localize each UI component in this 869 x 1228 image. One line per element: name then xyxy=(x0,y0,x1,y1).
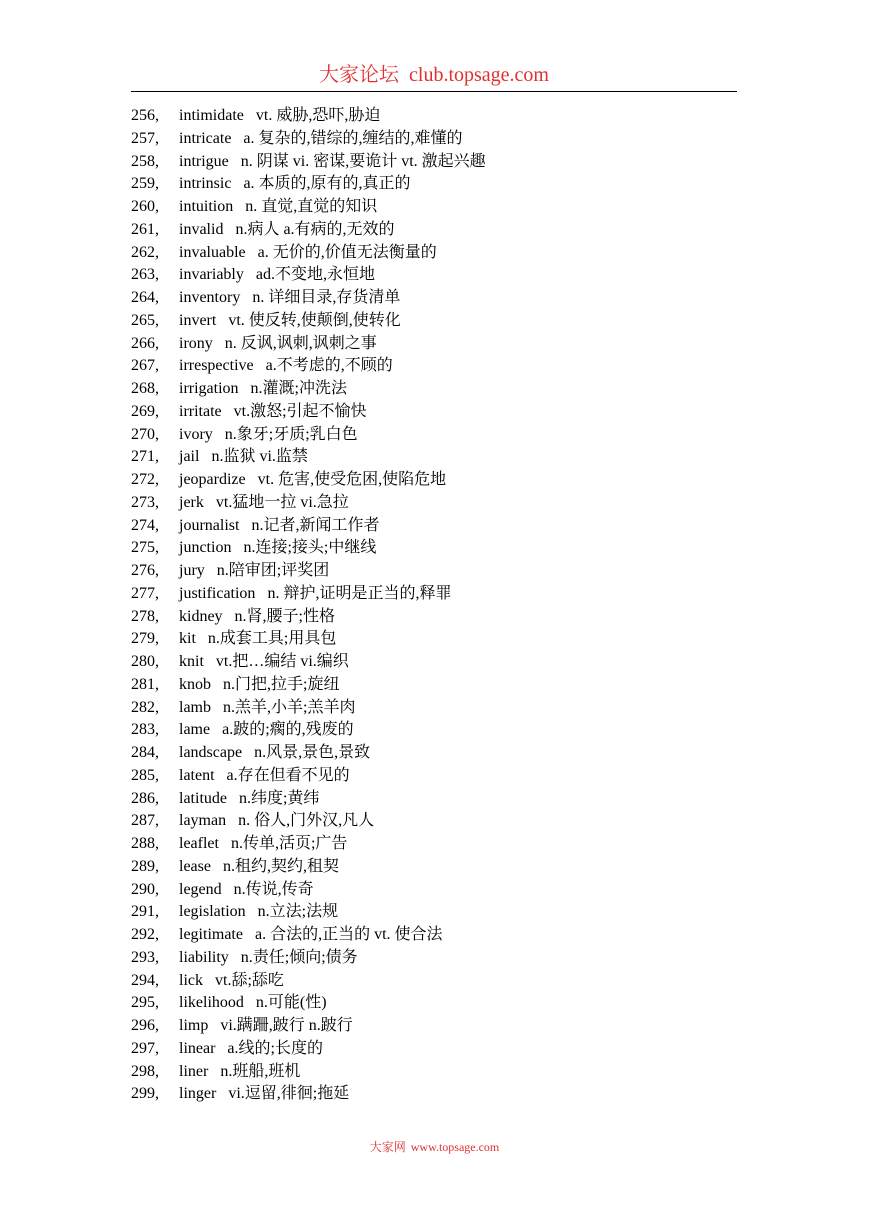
vocab-entry xyxy=(131,219,486,242)
entry-definition: n.灌溉;冲洗法 xyxy=(250,380,347,397)
vocab-entry xyxy=(131,742,486,765)
entry-word: irrigation xyxy=(179,380,239,397)
entry-word: jerk xyxy=(179,493,204,511)
vocab-entry xyxy=(131,537,486,560)
vocab-entry xyxy=(131,1061,486,1084)
entry-word: intricate xyxy=(179,129,232,147)
entry-number: 273, xyxy=(131,493,159,511)
entry-definition: vi.蹒跚,跛行 n.跛行 xyxy=(220,1017,353,1034)
vocab-entry xyxy=(131,674,486,697)
entry-number: 290, xyxy=(131,880,159,898)
entry-definition: a.存在但看不见的 xyxy=(226,766,350,784)
entry-number: 289, xyxy=(131,857,159,875)
entry-word: invaluable xyxy=(179,243,246,261)
entry-number: 287, xyxy=(131,812,159,830)
entry-word: justification xyxy=(179,584,256,602)
entry-number: 298, xyxy=(131,1062,159,1080)
entry-definition: n. 俗人,门外汉,凡人 xyxy=(238,812,375,830)
entry-number: 296, xyxy=(131,1017,159,1034)
entry-number: 297, xyxy=(131,1039,159,1057)
entry-definition: n.陪审团;评奖团 xyxy=(216,562,330,579)
vocab-entry xyxy=(131,310,486,333)
entry-definition: a. 合法的,正当的 vt. 使合法 xyxy=(254,926,443,943)
entry-number: 292, xyxy=(131,926,159,943)
entry-definition: a.不考虑的,不顾的 xyxy=(265,357,393,375)
entry-definition: a.线的;长度的 xyxy=(227,1039,323,1057)
entry-word: knob xyxy=(179,675,211,693)
entry-word: latitude xyxy=(179,789,227,807)
entry-definition: vi.逗留,徘徊;拖延 xyxy=(228,1085,350,1103)
entry-definition: n.记者,新闻工作者 xyxy=(251,516,380,534)
entry-definition: vt.激怒;引起不愉快 xyxy=(233,402,367,420)
vocab-entry xyxy=(131,151,486,174)
entry-word: invert xyxy=(179,311,217,329)
entry-number: 259, xyxy=(131,175,159,193)
vocab-entry xyxy=(131,810,486,833)
vocab-entry xyxy=(131,242,486,265)
entry-definition: n.门把,拉手;旋纽 xyxy=(223,675,340,693)
entry-word: irrespective xyxy=(179,357,254,375)
entry-definition: n.班船,班机 xyxy=(220,1062,301,1080)
entry-definition: ad.不变地,永恒地 xyxy=(255,266,375,284)
entry-number: 291, xyxy=(131,903,159,921)
vocab-entry xyxy=(131,970,486,993)
entry-number: 282, xyxy=(131,698,159,716)
vocab-entry xyxy=(131,1038,486,1061)
entry-number: 263, xyxy=(131,266,159,284)
entry-number: 283, xyxy=(131,721,159,739)
entry-number: 264, xyxy=(131,289,159,306)
vocab-entry xyxy=(131,628,486,651)
entry-number: 286, xyxy=(131,789,159,807)
footer-site-name: 大家网 xyxy=(369,1140,406,1154)
entry-definition: vt. 危害,使受危困,使陷危地 xyxy=(257,471,447,488)
vocab-entry xyxy=(131,378,486,401)
vocab-entry xyxy=(131,469,486,492)
entry-number: 294, xyxy=(131,971,159,989)
vocab-entry xyxy=(131,901,486,924)
entry-word: intuition xyxy=(179,198,234,215)
entry-definition: a.跛的;瘸的,残废的 xyxy=(222,721,354,739)
header-site-url[interactable]: club.topsage.com xyxy=(409,64,549,86)
entry-definition: n.成套工具;用具包 xyxy=(207,630,337,648)
entry-word: irony xyxy=(179,334,213,352)
entry-definition: n.传说,传奇 xyxy=(233,880,314,898)
entry-definition: n.病人 a.有病的,无效的 xyxy=(235,220,395,238)
entry-number: 299, xyxy=(131,1085,159,1103)
entry-definition: n.风景,景色,景致 xyxy=(254,744,371,761)
entry-number: 266, xyxy=(131,334,159,352)
entry-number: 280, xyxy=(131,653,159,670)
entry-number: 269, xyxy=(131,402,159,420)
entry-number: 267, xyxy=(131,357,159,375)
entry-definition: n. 反讽,讽刺,讽刺之事 xyxy=(224,334,377,352)
entry-definition: n.传单,活页;广告 xyxy=(230,835,348,852)
entry-word: jury xyxy=(179,562,205,579)
entry-word: jail xyxy=(179,448,200,466)
entry-word: lick xyxy=(179,971,203,989)
entry-word: lame xyxy=(179,721,211,739)
entry-definition: n. 阴谋 vi. 密谋,要诡计 vt. 激起兴趣 xyxy=(240,152,486,170)
entry-number: 258, xyxy=(131,152,159,170)
entry-definition: n.租约,契约,租契 xyxy=(222,857,339,875)
entry-word: journalist xyxy=(179,516,240,534)
footer-site-url[interactable]: www.topsage.com xyxy=(410,1140,500,1154)
entry-number: 276, xyxy=(131,562,159,579)
entry-number: 271, xyxy=(131,448,159,466)
vocab-entry xyxy=(131,105,486,128)
entry-word: liability xyxy=(179,948,229,966)
vocab-entry xyxy=(131,651,486,674)
entry-number: 274, xyxy=(131,516,159,534)
vocab-entry xyxy=(131,560,486,583)
entry-definition: n. 直觉,直觉的知识 xyxy=(245,198,378,215)
entry-number: 262, xyxy=(131,243,159,261)
entry-word: liner xyxy=(179,1062,209,1080)
entry-word: intrigue xyxy=(179,152,229,170)
entry-definition: n. 详细目录,存货清单 xyxy=(252,289,401,306)
vocab-entry xyxy=(131,583,486,606)
entry-number: 257, xyxy=(131,129,159,147)
entry-number: 256, xyxy=(131,107,159,124)
entry-word: kidney xyxy=(179,607,223,625)
entry-number: 279, xyxy=(131,630,159,648)
entry-word: legend xyxy=(179,880,222,898)
vocab-entry xyxy=(131,788,486,811)
vocab-entry xyxy=(131,287,486,310)
vocab-entry xyxy=(131,446,486,469)
vocab-entry xyxy=(131,1083,486,1106)
vocab-entry xyxy=(131,264,486,287)
entry-word: linear xyxy=(179,1039,216,1057)
entry-definition: vt. 使反转,使颠倒,使转化 xyxy=(228,311,401,329)
page-footer xyxy=(0,1138,869,1155)
entry-definition: n.羔羊,小羊;羔羊肉 xyxy=(223,698,356,716)
entry-word: knit xyxy=(179,653,204,670)
entry-number: 295, xyxy=(131,994,159,1012)
entry-definition: vt.舔;舔吃 xyxy=(215,971,284,989)
vocab-entry xyxy=(131,697,486,720)
entry-word: legislation xyxy=(179,903,246,921)
entry-word: lease xyxy=(179,857,211,875)
vocab-entry xyxy=(131,947,486,970)
page-header xyxy=(131,58,737,92)
entry-definition: n.监狱 vi.监禁 xyxy=(211,448,308,466)
entry-definition: n.可能(性) xyxy=(255,994,327,1012)
vocab-entry xyxy=(131,856,486,879)
entry-number: 268, xyxy=(131,380,159,397)
entry-word: lamb xyxy=(179,698,211,716)
entry-number: 265, xyxy=(131,311,159,329)
header-site-name: 大家论坛 xyxy=(319,64,400,86)
vocab-entry xyxy=(131,924,486,947)
vocab-entry xyxy=(131,492,486,515)
vocab-entry xyxy=(131,833,486,856)
entry-word: latent xyxy=(179,766,215,784)
entry-definition: n.肾,腰子;性格 xyxy=(234,607,335,625)
entry-word: invalid xyxy=(179,220,224,238)
entry-word: irritate xyxy=(179,402,222,420)
vocabulary-list xyxy=(131,105,486,1106)
entry-number: 260, xyxy=(131,198,159,215)
vocab-entry xyxy=(131,333,486,356)
entry-word: junction xyxy=(179,539,232,557)
entry-definition: n.责任;倾向;债务 xyxy=(240,948,358,966)
entry-word: linger xyxy=(179,1085,217,1103)
vocab-entry xyxy=(131,1015,486,1038)
entry-definition: vt. 威胁,恐吓,胁迫 xyxy=(255,107,381,124)
entry-word: legitimate xyxy=(179,926,243,943)
entry-definition: n.纬度;黄纬 xyxy=(238,789,320,807)
vocab-entry xyxy=(131,719,486,742)
entry-number: 288, xyxy=(131,835,159,852)
entry-word: limp xyxy=(179,1017,209,1034)
entry-definition: a. 复杂的,错综的,缠结的,难懂的 xyxy=(243,129,463,147)
entry-word: likelihood xyxy=(179,994,244,1012)
vocab-entry xyxy=(131,992,486,1015)
vocab-entry xyxy=(131,196,486,219)
vocab-entry xyxy=(131,173,486,196)
entry-word: leaflet xyxy=(179,835,219,852)
entry-definition: vt.猛地一拉 vi.急拉 xyxy=(215,493,349,511)
entry-definition: vt.把…编结 vi.编织 xyxy=(215,653,349,670)
vocab-entry xyxy=(131,401,486,424)
vocab-entry xyxy=(131,515,486,538)
entry-number: 284, xyxy=(131,744,159,761)
entry-word: inventory xyxy=(179,289,241,306)
entry-number: 293, xyxy=(131,948,159,966)
vocab-entry xyxy=(131,128,486,151)
entry-number: 270, xyxy=(131,425,159,443)
entry-definition: n. 辩护,证明是正当的,释罪 xyxy=(267,584,452,602)
entry-word: landscape xyxy=(179,744,243,761)
entry-number: 272, xyxy=(131,471,159,488)
entry-number: 275, xyxy=(131,539,159,557)
entry-word: jeopardize xyxy=(179,471,246,488)
entry-number: 281, xyxy=(131,675,159,693)
vocab-entry xyxy=(131,355,486,378)
vocab-entry xyxy=(131,424,486,447)
entry-word: invariably xyxy=(179,266,244,284)
vocab-entry xyxy=(131,606,486,629)
entry-word: kit xyxy=(179,630,196,648)
entry-number: 285, xyxy=(131,766,159,784)
vocab-entry xyxy=(131,765,486,788)
entry-definition: a. 本质的,原有的,真正的 xyxy=(243,175,411,193)
entry-number: 278, xyxy=(131,607,159,625)
vocab-entry xyxy=(131,879,486,902)
entry-definition: n.象牙;牙质;乳白色 xyxy=(224,425,358,443)
entry-definition: n.立法;法规 xyxy=(257,903,339,921)
entry-definition: a. 无价的,价值无法衡量的 xyxy=(257,243,437,261)
entry-word: ivory xyxy=(179,425,213,443)
entry-number: 261, xyxy=(131,220,159,238)
entry-word: intrinsic xyxy=(179,175,232,193)
entry-word: layman xyxy=(179,812,227,830)
entry-definition: n.连接;接头;中继线 xyxy=(243,539,377,557)
entry-number: 277, xyxy=(131,584,159,602)
entry-word: intimidate xyxy=(179,107,244,124)
